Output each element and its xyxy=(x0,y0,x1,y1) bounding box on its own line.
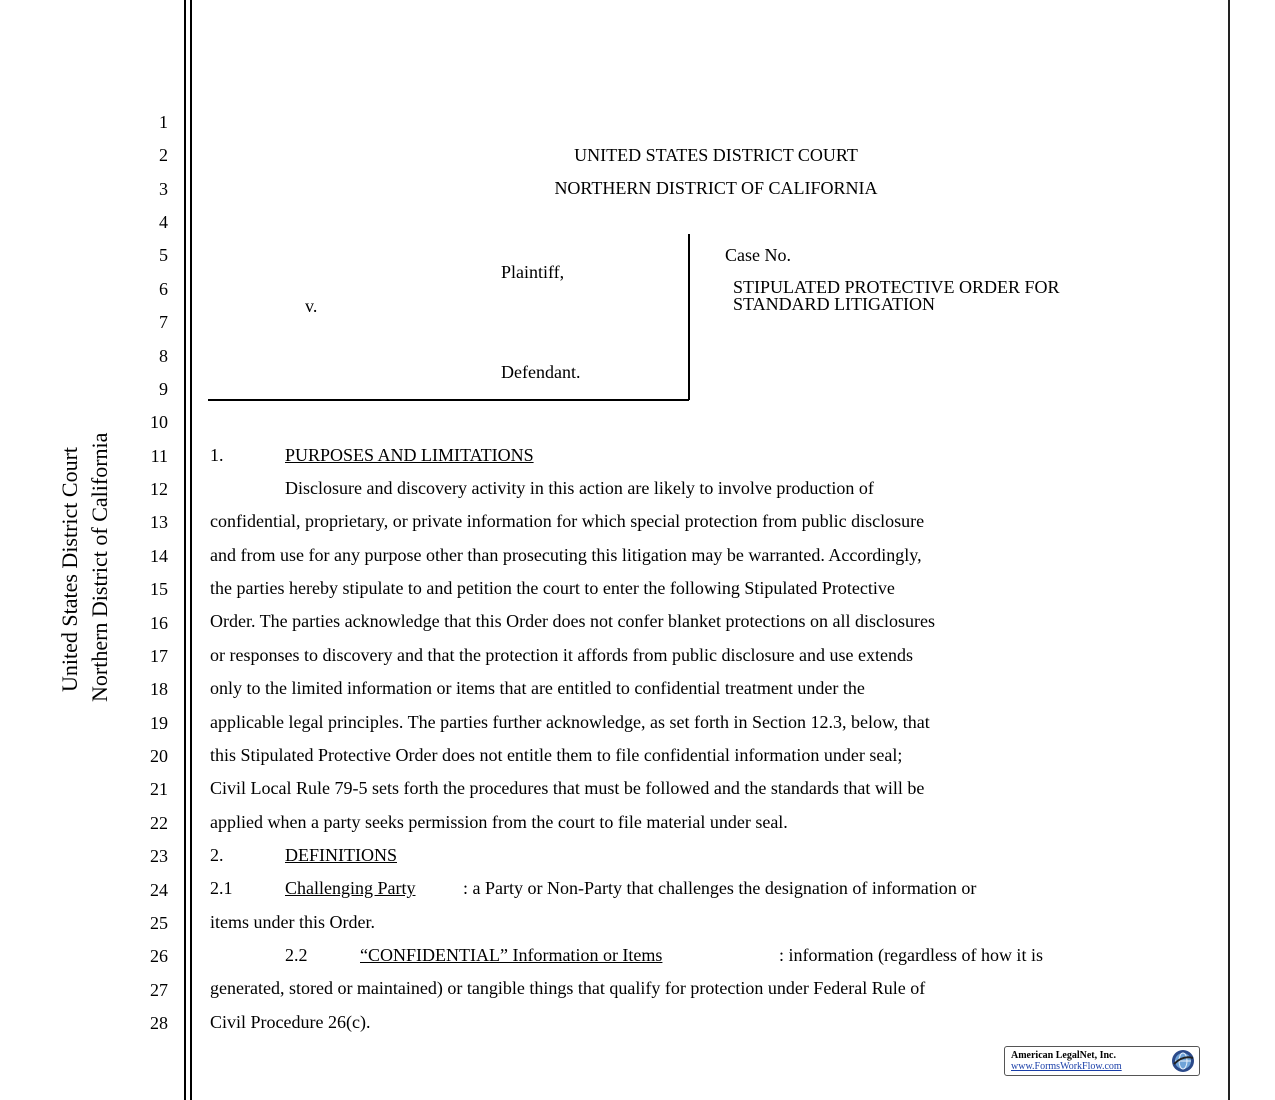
definition-2-1-term: Challenging Party xyxy=(285,878,416,898)
definition-2-1-continued: items under this Order. xyxy=(210,912,375,932)
line-number: 19 xyxy=(150,712,168,733)
section1-line: and from use for any purpose other than prosecuting this litigation may be warranted. Accordingly, xyxy=(210,544,922,565)
line-number: 22 xyxy=(150,812,168,833)
line-number: 11 xyxy=(150,445,168,466)
line-number: 3 xyxy=(159,178,168,199)
district-heading: NORTHERN DISTRICT OF CALIFORNIA xyxy=(554,178,878,198)
logo-website-link[interactable]: www.FormsWorkFlow.com xyxy=(1011,1061,1122,1072)
globe-icon xyxy=(1171,1049,1195,1073)
line-number: 23 xyxy=(150,846,168,867)
defendant-label: Defendant. xyxy=(501,362,581,382)
line-number: 25 xyxy=(150,912,168,933)
definition-2-2-text: : information (regardless of how it is xyxy=(779,945,1043,965)
line-number: 12 xyxy=(150,479,168,500)
american-legalnet-logo[interactable] xyxy=(1004,1046,1200,1076)
section1-line: applicable legal principles. The parties further acknowledge, as set forth in Section 12.3, below, that xyxy=(210,711,930,732)
caption-divider-vertical xyxy=(688,234,690,400)
section1-heading: PURPOSES AND LIMITATIONS xyxy=(285,445,534,465)
definition-2-2-continued-1: generated, stored or maintained) or tangible things that qualify for protection under Federal Rule of xyxy=(210,978,926,998)
section2-number: 2. xyxy=(210,845,224,865)
line-number: 9 xyxy=(159,378,168,399)
definition-2-2-continued-2: Civil Procedure 26(c). xyxy=(210,1012,371,1032)
section2-heading: DEFINITIONS xyxy=(285,845,397,865)
definition-2-2 xyxy=(285,945,1043,965)
line-number: 10 xyxy=(150,412,168,433)
line-number: 7 xyxy=(159,312,168,333)
margin-line-left-inner xyxy=(190,0,192,1100)
section1-line: Disclosure and discovery activity in this action are likely to involve production of xyxy=(285,478,874,498)
document-title-line1: STIPULATED PROTECTIVE ORDER FOR xyxy=(733,277,1060,297)
section1-line: applied when a party seeks permission from the court to file material under seal. xyxy=(210,811,788,832)
line-number: 5 xyxy=(159,245,168,266)
margin-line-left-outer xyxy=(184,0,186,1100)
definition-2-1-text: : a Party or Non-Party that challenges the designation of information or xyxy=(463,878,977,898)
case-number-label: Case No. xyxy=(725,245,791,265)
line-number: 4 xyxy=(159,212,168,233)
line-number: 15 xyxy=(150,579,168,600)
caption-divider-horizontal xyxy=(208,399,689,401)
section1-number: 1. xyxy=(210,445,224,465)
definition-2-2-term: “CONFIDENTIAL” Information or Items xyxy=(360,945,663,965)
sidebar-district-name: Northern District of California xyxy=(87,432,112,702)
line-number: 27 xyxy=(150,979,168,1000)
line-number: 14 xyxy=(150,545,168,566)
line-number: 6 xyxy=(159,278,168,299)
court-heading: UNITED STATES DISTRICT COURT xyxy=(574,145,858,165)
definition-2-2-number: 2.2 xyxy=(285,945,308,965)
line-number: 16 xyxy=(150,612,168,633)
line-number: 18 xyxy=(150,679,168,700)
line-number: 8 xyxy=(159,345,168,366)
sidebar-court-name: United States District Court xyxy=(57,446,82,692)
document-title-line2: STANDARD LITIGATION xyxy=(733,294,936,314)
line-number: 24 xyxy=(150,879,168,900)
versus-label: v. xyxy=(305,296,318,316)
line-number: 13 xyxy=(150,512,168,533)
margin-line-right xyxy=(1228,0,1230,1100)
section1-line: or responses to discovery and that the protection it affords from public disclosure and use extends xyxy=(210,644,913,665)
line-number: 2 xyxy=(159,145,168,166)
line-number: 28 xyxy=(150,1012,168,1033)
line-number: 1 xyxy=(159,112,168,132)
section1-line: Order. The parties acknowledge that this Order does not confer blanket protections on all disclosures xyxy=(210,611,935,632)
line-number: 21 xyxy=(150,779,168,800)
logo-company-name: American LegalNet, Inc. xyxy=(1011,1050,1116,1061)
line-number: 20 xyxy=(150,746,168,767)
line-number: 17 xyxy=(150,645,168,666)
definition-2-1 xyxy=(210,878,977,898)
section1-line: the parties hereby stipulate to and petition the court to enter the following Stipulated Protective xyxy=(210,578,895,599)
plaintiff-label: Plaintiff, xyxy=(501,262,565,282)
section1-line: only to the limited information or items that are entitled to confidential treatment under the xyxy=(210,678,865,699)
definition-2-1-number: 2.1 xyxy=(210,878,233,898)
section1-line: confidential, proprietary, or private information for which special protection from public disclosure xyxy=(210,511,925,532)
section1-line: Civil Local Rule 79-5 sets forth the procedures that must be followed and the standards that will be xyxy=(210,778,925,799)
line-number: 26 xyxy=(150,946,168,967)
section1-line: this Stipulated Protective Order does not entitle them to file confidential information under seal; xyxy=(210,744,903,765)
